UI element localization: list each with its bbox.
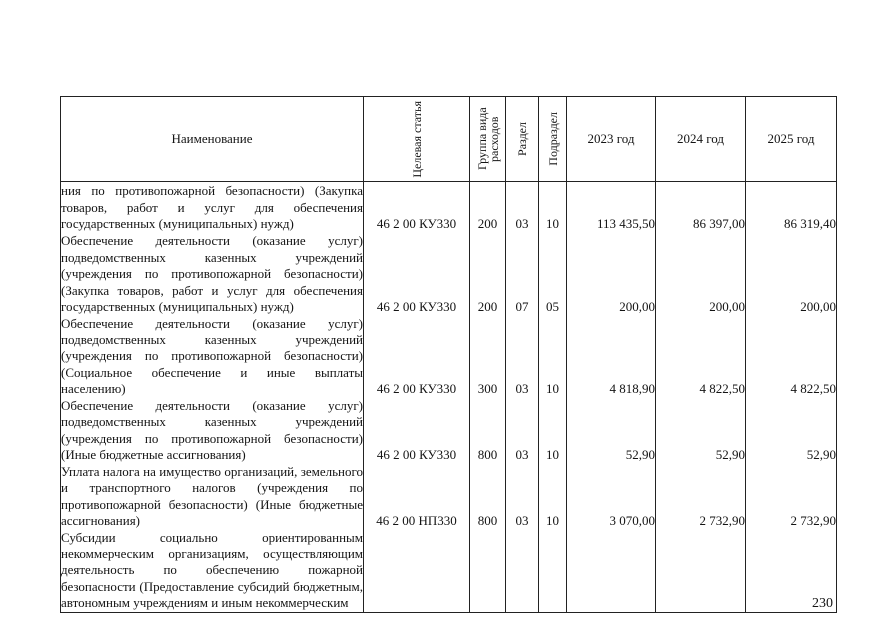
row-2024: 200,00 [656, 233, 746, 316]
row-target: 46 2 00 КУ330 [364, 182, 470, 233]
row-section: 03 [506, 464, 539, 530]
row-subsection: 10 [539, 464, 567, 530]
row-name: Уплата налога на имущество организаций, земельного и транспортного налогов (учреждения по противопожарной безопасности) (Иные бюджетные ассигнования) [61, 463, 363, 529]
row-name: Обеспечение деятельности (оказание услуг) подведомственных казенных учреждений (учреждения по противопожарной безопасности) (Закупка товаров, работ и услуг для обеспечения государственных (муниципальных) нужд) [61, 233, 363, 315]
budget-table [60, 96, 837, 613]
header-group: Группа вида расходов [470, 97, 506, 182]
row-name: ния по противопожарной безопасности) (Закупка товаров, работ и услуг для обеспечения государственных (муниципальных) нужд) [61, 183, 363, 232]
row-group: 300 [470, 316, 506, 398]
header-2024: 2024 год [656, 97, 746, 182]
row-target: 46 2 00 КУ330 [364, 398, 470, 464]
row-2024 [656, 530, 746, 613]
header-section: Раздел [506, 97, 539, 182]
row-2023: 4 818,90 [567, 316, 656, 398]
row-section: 03 [506, 316, 539, 398]
row-name: Обеспечение деятельности (оказание услуг) подведомственных казенных учреждений (учреждения по противопожарной безопасности) (Иные бюджетные ассигнования) [61, 397, 363, 463]
row-2024: 2 732,90 [656, 464, 746, 530]
row-2024: 52,90 [656, 398, 746, 464]
row-2025: 4 822,50 [746, 316, 837, 398]
row-2023: 113 435,50 [567, 182, 656, 233]
page-number: 230 [812, 596, 833, 611]
table-row [61, 233, 837, 316]
row-2024: 86 397,00 [656, 182, 746, 233]
row-2024: 4 822,50 [656, 316, 746, 398]
header-name: Наименование [61, 97, 364, 182]
table-row [61, 316, 837, 398]
row-2023: 200,00 [567, 233, 656, 316]
row-section [506, 530, 539, 613]
header-2023: 2023 год [567, 97, 656, 182]
row-subsection: 10 [539, 182, 567, 233]
row-target: 46 2 00 НП330 [364, 464, 470, 530]
row-section: 03 [506, 182, 539, 233]
row-subsection: 10 [539, 316, 567, 398]
header-row [61, 97, 837, 182]
row-group: 800 [470, 398, 506, 464]
row-subsection: 05 [539, 233, 567, 316]
table-row [61, 398, 837, 464]
header-2025: 2025 год [746, 97, 837, 182]
row-target: 46 2 00 КУ330 [364, 316, 470, 398]
row-group [470, 530, 506, 613]
row-2023: 3 070,00 [567, 464, 656, 530]
row-section: 03 [506, 398, 539, 464]
row-group: 800 [470, 464, 506, 530]
row-section: 07 [506, 233, 539, 316]
row-subsection: 10 [539, 398, 567, 464]
row-2023: 52,90 [567, 398, 656, 464]
row-group: 200 [470, 182, 506, 233]
row-2023 [567, 530, 656, 613]
header-subsection: Подраздел [539, 97, 567, 182]
row-group: 200 [470, 233, 506, 316]
header-target: Целевая статья [364, 97, 470, 182]
row-target: 46 2 00 КУ330 [364, 233, 470, 316]
row-2025: 86 319,40 [746, 182, 837, 233]
table-row [61, 182, 837, 233]
table-row [61, 530, 837, 613]
row-name: Обеспечение деятельности (оказание услуг) подведомственных казенных учреждений (учреждения по противопожарной безопасности) (Социальное обеспечение и иные выплаты населению) [61, 315, 363, 397]
row-2025: 200,00 [746, 233, 837, 316]
table-row [61, 464, 837, 530]
row-2025: 2 732,90 [746, 464, 837, 530]
row-2025: 52,90 [746, 398, 837, 464]
row-name: Субсидии социально ориентированным некоммерческим организациям, осуществляющим деятельность по обеспечению пожарной безопасности (Предоставление субсидий бюджетным, автономным учреждениям и иным некоммерческим [61, 529, 363, 611]
row-target [364, 530, 470, 613]
row-subsection [539, 530, 567, 613]
